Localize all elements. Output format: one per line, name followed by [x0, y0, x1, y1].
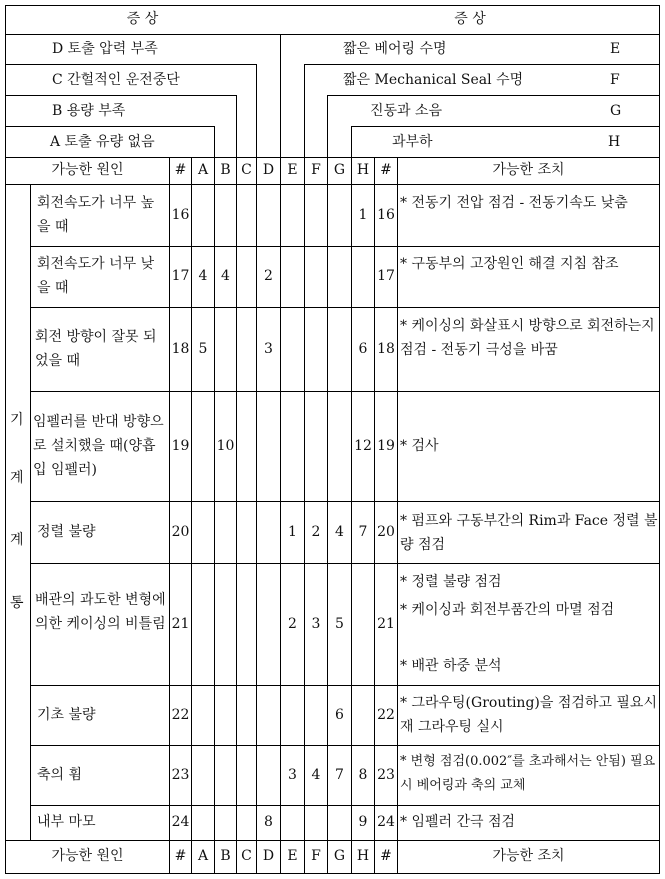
num2-cell: 22 [377, 706, 395, 723]
footer-col-B: B [220, 848, 231, 865]
num-cell: 20 [171, 523, 190, 540]
cause-cell: 내부 마모 [37, 814, 96, 831]
col-header-action: 가능한 조치 [492, 162, 565, 179]
col-header-cause: 가능한 원인 [51, 162, 124, 179]
symptom-F-label: 짧은 Mechanical Seal 수명 [343, 72, 524, 88]
action-cell: * 검사 [400, 437, 439, 454]
category-char-1: 기 [10, 412, 24, 428]
num2-cell: 18 [377, 340, 395, 357]
footer-col-F: F [311, 848, 321, 865]
B-cell: 4 [221, 268, 230, 285]
action-line-1: * 정렬 불량 점검 [400, 574, 502, 590]
col-header-G: G [333, 162, 346, 179]
num-cell: 16 [171, 206, 190, 223]
G-cell: 4 [335, 523, 344, 540]
footer-col-A: A [197, 848, 209, 865]
footer-col-cause: 가능한 원인 [51, 848, 124, 865]
D-cell: 8 [264, 814, 273, 831]
num-cell: 21 [171, 615, 190, 632]
E-cell: 1 [288, 523, 297, 540]
num-cell: 17 [171, 268, 190, 285]
symptom-G-label: 진동과 소음 [370, 103, 443, 119]
G-cell: 7 [335, 766, 344, 783]
action-cell: * 변형 점검(0.002″를 초과해서는 안됨) 필요시 베어링과 축의 교체 [400, 754, 656, 793]
H-cell: 12 [354, 437, 372, 454]
H-cell: 7 [358, 523, 368, 540]
H-cell: 8 [358, 766, 368, 783]
footer-col-G: G [333, 848, 346, 865]
num-cell: 18 [171, 340, 190, 357]
F-cell: 2 [311, 523, 321, 540]
cause-cell: 회전속도가 너무 낮을 때 [37, 256, 155, 296]
footer-col-action: 가능한 조치 [492, 848, 565, 865]
E-cell: 2 [288, 615, 297, 632]
action-cell: * 임펠러 간극 점검 [400, 814, 516, 831]
symptom-H-code: H [608, 134, 621, 150]
symptom-E-label: 짧은 베어링 수명 [343, 41, 447, 57]
G-cell: 6 [335, 706, 344, 723]
action-cell: * 케이싱의 화살표시 방향으로 회전하는지 점검 - 전동기 극성을 바꿈 [400, 318, 655, 358]
action-line-2: * 케이싱과 회전부품간의 마멸 점검 [400, 602, 615, 618]
action-cell: * 구동부의 고장원인 해결 지침 참조 [400, 256, 619, 272]
cause-cell: 배관의 과도한 변형에 의한 케이싱의 비틀림 [35, 592, 166, 632]
symptom-G-code: G [610, 103, 622, 119]
cause-cell: 회전 방향이 잘못 되었을 때 [35, 329, 157, 369]
symptom-title-right: 증 상 [454, 10, 486, 27]
action-line-3: * 배관 하중 분석 [400, 658, 502, 674]
cause-cell: 정렬 불량 [37, 523, 96, 540]
col-header-A: A [197, 162, 209, 179]
col-header-num2: # [380, 162, 392, 179]
E-cell: 3 [288, 766, 297, 783]
num2-cell: 17 [377, 268, 395, 285]
col-header-D: D [262, 162, 275, 179]
category-char-3: 계 [10, 532, 24, 548]
action-cell: * 펌프와 구동부간의 Rim과 Face 정렬 불량 점검 [400, 513, 658, 553]
num2-cell: 23 [377, 766, 395, 783]
symptom-C-label: C 간헐적인 운전중단 [52, 72, 180, 88]
num2-cell: 21 [377, 615, 395, 632]
footer-col-num2: # [380, 848, 392, 865]
num2-cell: 19 [377, 437, 395, 454]
footer-col-D: D [262, 848, 275, 865]
symptom-F-code: F [610, 72, 620, 88]
cause-cell: 기초 불량 [37, 706, 96, 723]
A-cell: 4 [198, 268, 208, 285]
category-char-4: 통 [10, 595, 24, 611]
action-cell: * 전동기 전압 점검 - 전동기속도 낮춤 [400, 195, 628, 211]
H-cell: 1 [358, 206, 368, 223]
num2-cell: 16 [377, 206, 395, 223]
footer-col-C: C [241, 848, 252, 865]
action-cell: * 그라우팅(Grouting)을 점검하고 필요시 재 그라우팅 실시 [400, 695, 657, 735]
H-cell: 9 [358, 814, 368, 831]
footer-col-E: E [287, 848, 298, 865]
col-header-E: E [287, 162, 298, 179]
D-cell: 3 [264, 340, 273, 357]
footer-col-num: # [174, 848, 187, 865]
num-cell: 24 [171, 814, 190, 831]
col-header-C: C [241, 162, 252, 179]
col-header-H: H [356, 162, 370, 179]
num-cell: 19 [171, 437, 190, 454]
col-header-F: F [311, 162, 321, 179]
cause-cell: 축의 휨 [37, 766, 83, 783]
A-cell: 5 [198, 340, 208, 357]
symptom-D-label: D 토출 압력 부족 [52, 41, 158, 57]
num-cell: 23 [171, 766, 190, 783]
symptom-E-code: E [610, 41, 621, 57]
symptom-title-left: 증 상 [126, 10, 159, 27]
cause-cell: 회전속도가 너무 높을 때 [37, 195, 155, 235]
H-cell: 6 [358, 340, 368, 357]
category-char-2: 계 [10, 470, 24, 486]
num2-cell: 24 [377, 814, 395, 831]
num2-cell: 20 [377, 523, 395, 540]
col-header-num: # [174, 162, 187, 179]
num-cell: 22 [171, 706, 190, 723]
D-cell: 2 [264, 268, 273, 285]
col-header-B: B [220, 162, 231, 179]
B-cell: 10 [216, 437, 235, 454]
symptom-A-label: A 토출 유량 없음 [50, 134, 155, 150]
footer-col-H: H [356, 848, 370, 865]
cause-cell: 임펠러를 반대 방향으로 설치했을 때(양흡입 임펠러) [33, 414, 164, 478]
G-cell: 5 [335, 615, 344, 632]
symptom-B-label: B 용량 부족 [52, 103, 126, 119]
F-cell: 3 [311, 615, 321, 632]
F-cell: 4 [311, 766, 321, 783]
symptom-H-label: 과부하 [392, 134, 433, 150]
